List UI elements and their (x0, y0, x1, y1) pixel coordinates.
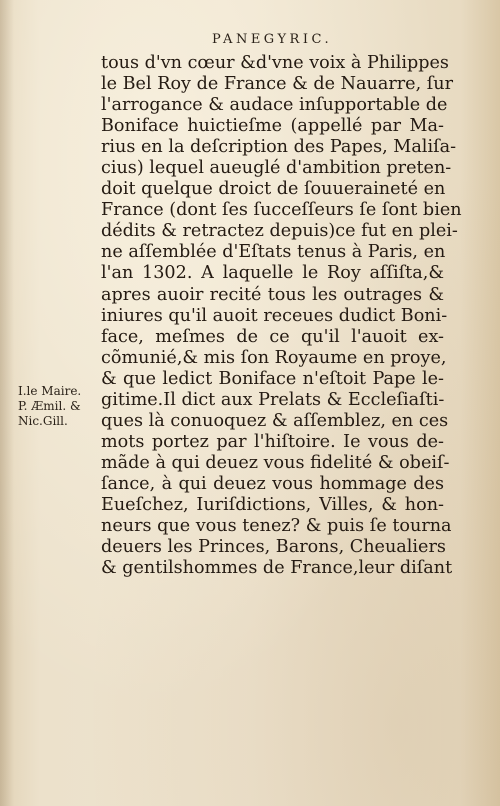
text-line-19: mots portez par l'hiſtoire. Ie vous de- (101, 431, 444, 452)
margin-note-line-3: Nic.Gill. (18, 414, 68, 428)
text-line-23: neurs que vous tenez? & puis ſe tourna (101, 516, 452, 537)
text-line-16: & que ledict Boniface n'eſtoit Pape le- (101, 368, 444, 389)
text-line-22: Eueſchez, Iuriſdictions, Villes, & hon- (101, 494, 444, 515)
text-line-8: France (dont ſes ſucceſſeurs ſe ſont bien (101, 200, 462, 221)
text-line-13: iniures qu'il auoit receues dudict Boni- (101, 305, 448, 326)
page-gutter-shadow (0, 0, 14, 806)
text-line-11: l'an 1302. A laquelle le Roy aſſiſta,& (101, 263, 444, 284)
body-text (101, 53, 462, 579)
text-line-25: & gentilshommes de France,leur diſant (101, 558, 453, 579)
text-line-17: gitime.Il dict aux Prelats & Eccleſiaſti- (101, 389, 445, 410)
text-line-9: dédits & retractez depuis)ce fut en plei- (101, 221, 458, 242)
text-line-21: ſance, à qui deuez vous hommage des (101, 473, 444, 494)
text-line-4: Boniface huictieſme (appellé par Ma- (101, 116, 444, 137)
text-line-18: ques là conuoquez & aſſemblez, en ces (101, 410, 449, 431)
text-line-20: mãde à qui deuez vous fidelité & obeiſ- (101, 452, 450, 473)
margin-note (18, 384, 102, 429)
text-line-10: ne aſſemblée d'Eſtats tenus à Paris, en (101, 242, 446, 263)
text-line-6: cius) lequel aueuglé d'ambition preten- (101, 158, 452, 179)
text-line-2: le Bel Roy de France & de Nauarre, ſur (101, 74, 454, 95)
text-line-7: doit quelque droict de ſouueraineté en (101, 179, 446, 200)
text-line-3: l'arrogance & audace inſupportable de (101, 95, 448, 116)
text-line-14: face, meſmes de ce qu'il l'auoit ex- (101, 326, 444, 347)
text-line-12: apres auoir recité tous les outrages & (101, 284, 444, 305)
margin-note-line-2: P. Æmil. & (18, 399, 81, 413)
text-line-15: cõmunié,& mis ſon Royaume en proye, (101, 347, 447, 368)
text-line-24: deuers les Princes, Barons, Cheualiers (101, 537, 446, 558)
margin-note-line-1: I.le Maire. (18, 384, 82, 398)
text-line-1: tous d'vn cœur &d'vne voix à Philippes (101, 53, 449, 73)
running-head: PANEGYRIC. (212, 32, 333, 47)
text-line-5: rius en la deſcription des Papes, Maliſa- (101, 137, 457, 158)
